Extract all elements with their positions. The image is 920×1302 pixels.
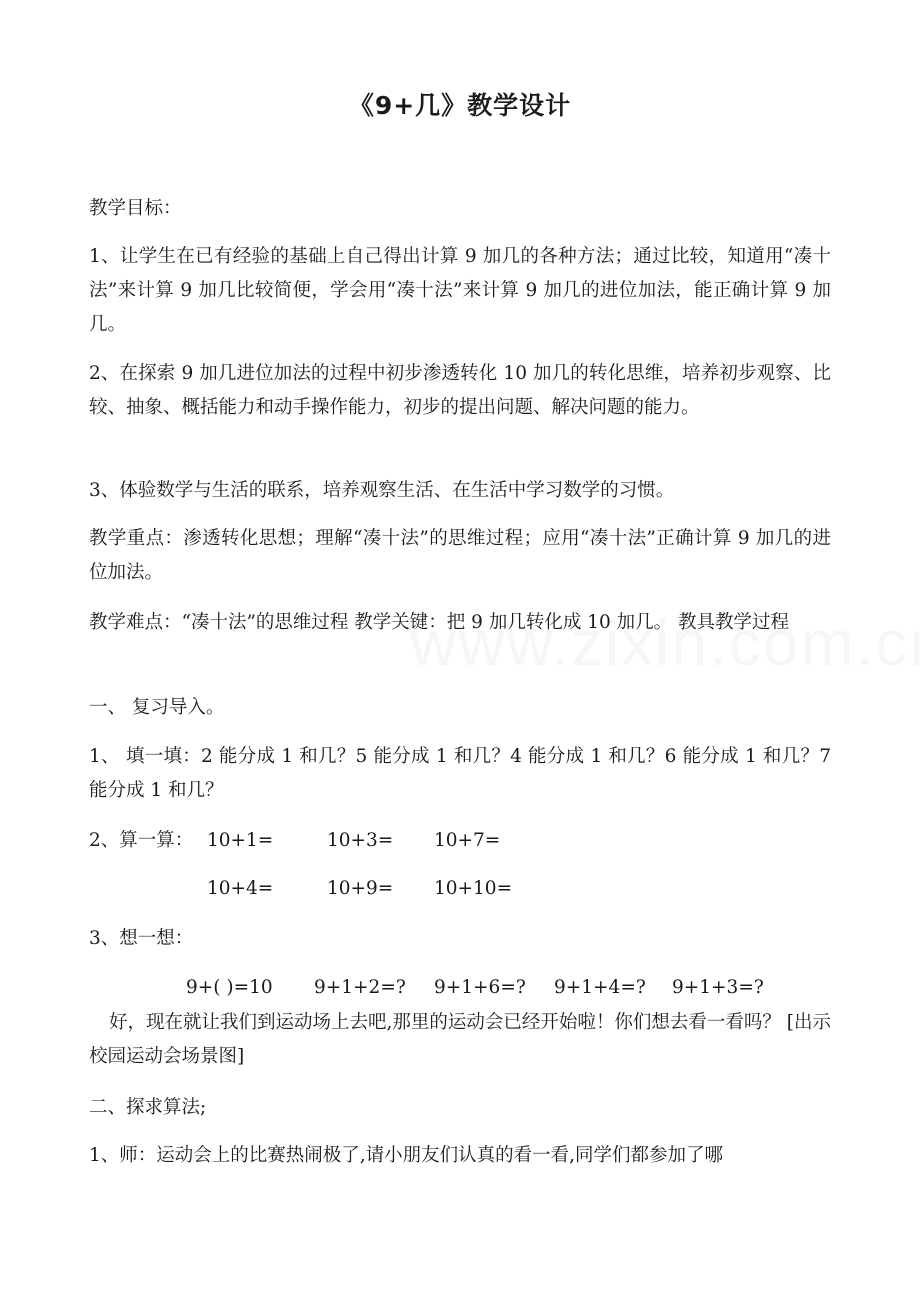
teacher-paragraph: 1、师：运动会上的比赛热闹极了,请小朋友们认真的看一看,同学们都参加了哪	[89, 1145, 724, 1166]
objective-3: 3、体验数学与生活的联系，培养观察生活、在生活中学习数学的习惯。	[89, 480, 675, 501]
calc-item: 10+7=	[434, 830, 501, 851]
calc-label: 2、算一算：	[89, 830, 194, 851]
think-item: 9+1+3=?	[672, 977, 764, 998]
objective-1: 1、让学生在已有经验的基础上自己得出计算 9 加几的各种方法；通过比较，知道用“凑十法”来计算 9 加几比较简便，学会用“凑十法”来计算 9 加几的进位加法，能正确计算 9 加几。	[89, 246, 831, 335]
calc-item: 10+9=	[327, 878, 394, 899]
calc-item: 10+3=	[327, 830, 394, 851]
think-item: 9+1+6=?	[434, 977, 526, 998]
section-1-heading: 一、 复习导入。	[89, 697, 225, 718]
key-points: 教学重点：渗透转化思想；理解“凑十法”的思维过程；应用“凑十法”正确计算 9 加几的进位加法。	[89, 528, 831, 583]
calc-item: 10+4=	[207, 878, 274, 899]
think-item: 9+1+2=?	[314, 977, 406, 998]
objective-2: 2、在探索 9 加几进位加法的过程中初步渗透转化 10 加几的转化思维，培养初步观察、比较、抽象、概括能力和动手操作能力，初步的提出问题、解决问题的能力。	[89, 363, 831, 418]
section-2-heading: 二、探求算法;	[89, 1097, 207, 1118]
difficulty: 教学难点：“凑十法”的思维过程 教学关键：把 9 加几转化成 10 加几。 教具教学过程	[89, 612, 790, 633]
fill-in-exercise: 1、 填一填：2 能分成 1 和几？5 能分成 1 和几？4 能分成 1 和几？6 能分成 1 和几？7 能分成 1 和几？	[89, 746, 831, 801]
think-item: 9+( )=10	[186, 977, 273, 998]
think-label: 3、想一想：	[89, 928, 194, 949]
think-item: 9+1+4=?	[554, 977, 646, 998]
calc-item: 10+1=	[207, 830, 274, 851]
calc-item: 10+10=	[434, 878, 513, 899]
objectives-heading: 教学目标：	[89, 198, 182, 219]
document-title: 《9+几》教学设计	[348, 91, 572, 120]
transition-paragraph: 好，现在就让我们到运动场上去吧,那里的运动会已经开始啦！你们想去看一看吗？ [出示校园运动会场景图]	[89, 1012, 831, 1067]
